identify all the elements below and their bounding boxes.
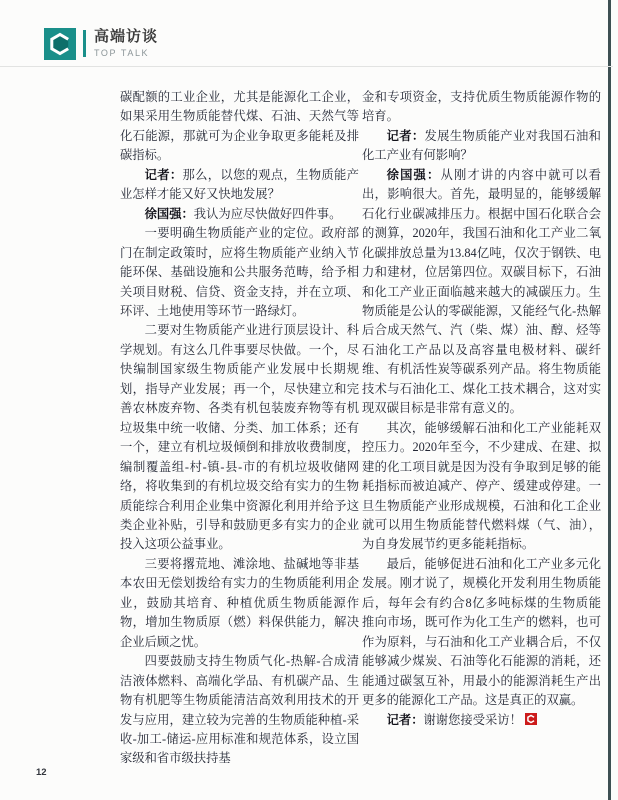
speaker-label: 徐国强：	[144, 206, 194, 221]
page-number: 12	[36, 767, 47, 778]
paragraph-text: 最后，能够促进石油和化工产业多元化发展。刚才说了，规模化开发利用生物质能后，每年会有约合8亿多吨标煤的生物质能推向市场，既可作为化工生产的燃料，也可作为原料，与石油和化工产业耦合后，不仅能够减少煤炭、石油等化石能源的消耗，还能通过碳氢互补，用最小的能源消耗生产出更多的能源化工产品。这是真正的双赢。	[362, 556, 601, 708]
paragraph	[120, 321, 359, 554]
paragraph	[362, 166, 601, 419]
paragraph-text: 三要将撂荒地、滩涂地、盐碱地等非基本农田无偿划拨给有实力的生物质能利用企业，鼓励其培育、种植优质生物质能源作物，增加生物质原（燃）料保供能力，解决企业后顾之忧。	[120, 556, 359, 649]
paragraph-text: 谢谢您接受采访！	[423, 712, 522, 727]
header-rule	[0, 66, 613, 67]
speaker-label: 徐国强：	[386, 167, 441, 182]
paragraph	[120, 555, 359, 652]
paragraph	[362, 127, 601, 166]
article-column-left	[120, 88, 359, 769]
article-end-mark-icon	[525, 713, 537, 725]
paragraph-text: 从刚才讲的内容中就可以看出，影响很大。首先，最明显的，能够缓解石化行业碳减排压力。根据中国石化联合会的测算，2020年，我国石油和化工产业二氧化碳排放总量为13.84亿吨，仅次于钢铁、电力和建材，位居第四位。双碳目标下，石油和化工产业正面临越来越大的减碳压力。生物质能是公认的零碳能源，又能经气化-热解后合成天然气、汽（柴、煤）油、醇、烃等石油化工产品以及高容量电极材料、碳纤维、有机活性炭等碳系列产品。将生物质能技术与石油化工、煤化工技术耦合，这对实现双碳目标是非常有意义的。	[362, 167, 601, 416]
paragraph-text: 那么，以您的观点，生物质能产业怎样才能又好又快地发展？	[120, 167, 359, 202]
speaker-label: 记者：	[386, 712, 424, 727]
paragraph	[120, 88, 359, 166]
paragraph-text: 二要对生物质能产业进行顶层设计、科学规划。有这么几件事要尽快做。一个，尽快编制国家级生物质能产业发展中长期规划，指导产业发展；再一个，尽快建立和完善农林废弃物、各类有机包装废弃物等有机垃圾集中统一收储、分类、加工体系；还有一个，建立有机垃圾倾倒和排放收费制度，编制覆盖组-村-镇-县-市的有机垃圾收储网络，将收集到的有机垃圾交给有实力的生物质能综合利用企业集中资源化利用并给予这类企业补贴，引导和鼓励更多有实力的企业投入这项公益事业。	[120, 323, 359, 552]
paragraph	[120, 205, 359, 224]
paragraph-text: 碳配额的工业企业，尤其是能源化工企业，如果采用生物质能替代煤、石油、天然气等化石能源，那就可为企业争取更多能耗及排碳指标。	[120, 90, 359, 163]
paragraph-text: 一要明确生物质能产业的定位。政府部门在制定政策时，应将生物质能产业纳入节能环保、基础设施和公共服务范畴，给予相关项目财税、信贷、资金支持，并在立项、环评、土地使用等环节一路绿灯。	[120, 226, 359, 318]
paragraph	[362, 88, 601, 127]
paragraph	[120, 166, 359, 205]
hexagon-logo-icon	[44, 28, 76, 60]
paragraph-text: 其次，能够缓解石油和化工产业能耗双控压力。2020年至今，不少建成、在建、拟建的化工项目就是因为没有争取到足够的能耗指标而被迫减产、停产、缓建或停建。一旦生物质能产业形成规模，石油和化工企业就可以用生物质能替代燃料煤（气、油），为自身发展节约更多能耗指标。	[362, 420, 601, 552]
paragraph	[362, 555, 601, 711]
paragraph	[362, 419, 601, 555]
brand-divider	[83, 30, 86, 57]
speaker-label: 记者：	[144, 167, 183, 182]
section-title-chinese: 高端访谈	[94, 28, 159, 45]
speaker-label: 记者：	[386, 128, 425, 143]
paragraph-text: 金和专项资金，支持优质生物质能源作物的培育。	[362, 90, 601, 124]
paragraph-text: 四要鼓励支持生物质气化-热解-合成清洁液体燃料、高端化学品、有机碳产品、生物有机肥等生物质能清洁高效利用技术的开发与应用，建立较为完善的生物质能种植-采收-加工-储运-应用标准和规范体系，设立国家级和省市级扶持基	[120, 654, 359, 766]
paragraph	[120, 224, 359, 321]
section-header	[44, 28, 158, 60]
paragraph-text: 我认为应尽快做好四件事。	[193, 206, 342, 221]
page-edge-line	[608, 0, 611, 800]
article-column-right	[362, 88, 601, 730]
paragraph	[362, 711, 601, 730]
paragraph-text: 发展生物质能产业对我国石油和化工产业有何影响？	[362, 128, 601, 163]
brand-text	[94, 28, 158, 59]
section-title-english: TOP TALK	[94, 48, 150, 58]
paragraph	[120, 652, 359, 769]
